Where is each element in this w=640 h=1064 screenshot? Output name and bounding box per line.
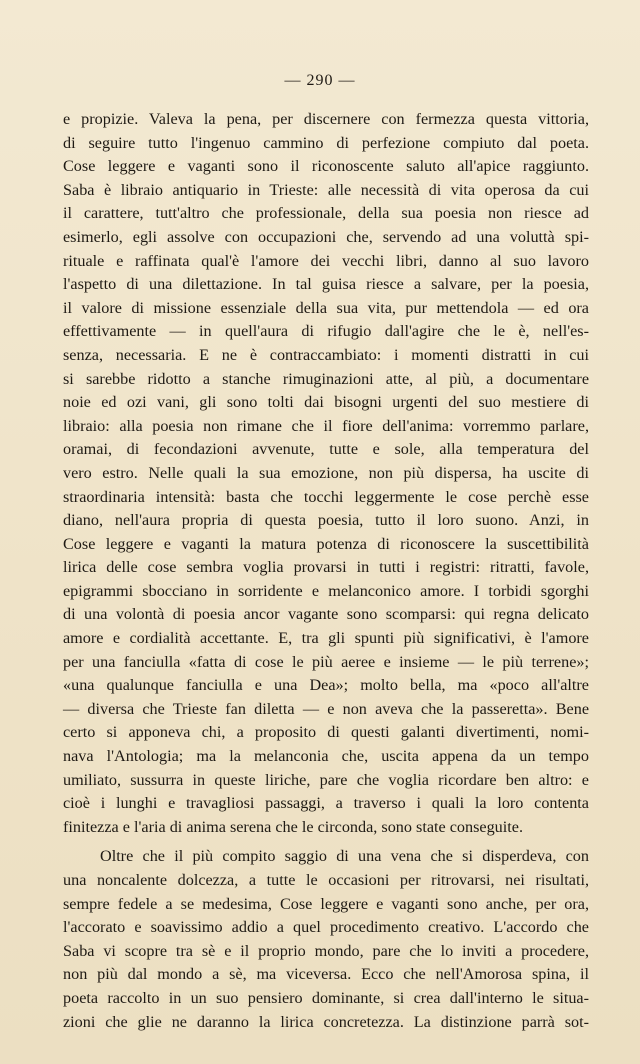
- text-line: diano, nell'aura propria di questa poesia, tutto il loro suono. Anzi, in: [63, 511, 589, 530]
- text-line: epigrammi sbocciano in sorridente e melanconico amore. I torbidi sgorghi: [63, 581, 589, 600]
- text-line: esimerlo, egli assolve con occupazioni che, servendo ad una voluttà spi-: [63, 227, 589, 246]
- text-line: senza, necessaria. E ne è contraccambiato: i momenti distratti in cui: [63, 345, 589, 364]
- text-line: straordinaria intensità: basta che tocchi leggermente le cose perchè esse: [63, 487, 589, 506]
- text-line: rituale e raffinata qual'è l'amore dei vecchi libri, danno al suo lavoro: [63, 251, 589, 270]
- text-line: umiliato, sussurra in queste liriche, pare che voglia ricordare ben altro: e: [63, 770, 589, 789]
- text-line: vero estro. Nelle quali la sua emozione, non più dispersa, ha uscite di: [63, 463, 589, 482]
- page-number: — 290 —: [284, 72, 356, 89]
- text-line: di una volontà di poesia ancor vagante sono scomparsi: qui regna delicato: [63, 605, 589, 624]
- text-line: finitezza e l'aria di anima serena che le circonda, sono state conseguite.: [63, 817, 524, 836]
- text-line: Saba vi scopre tra sè e il proprio mondo, pare che lo inviti a procedere,: [63, 941, 589, 960]
- text-line: certo si apponeva chi, a proposito di questi galanti divertimenti, nomi-: [63, 723, 589, 742]
- text-line: libraio: alla poesia non rimane che il fiore dell'anima: vorremmo parlare,: [63, 416, 589, 435]
- text-line: cioè i lunghi e travagliosi passaggi, a traverso i quali la loro contenta: [63, 794, 589, 813]
- text-line: e propizie. Valeva la pena, per discernere con fermezza questa vittoria,: [63, 110, 589, 128]
- text-line: «una qualunque fanciulla e una Dea»; molto bella, ma «poco all'altre: [63, 676, 589, 695]
- text-line: poeta raccolto in un suo pensiero dominante, si crea dall'interno le situa-: [63, 988, 589, 1007]
- paragraph: [63, 108, 589, 839]
- text-line: noie ed ozi vani, gli sono tolti dai bisogni urgenti del suo mestiere di: [63, 393, 589, 412]
- text-line: Cose leggere e vaganti la matura potenza di riconoscere la suscettibilità: [63, 534, 589, 553]
- text-line: Saba è libraio antiquario in Trieste: alle necessità di vita operosa da cui: [63, 180, 589, 199]
- text-line: si sarebbe ridotto a stanche rimuginazioni atte, al più, a documentare: [63, 369, 589, 388]
- text-line: l'aspetto di una dilettazione. In tal guisa riesce a salvare, per la poesia,: [63, 275, 589, 294]
- text-line: l'accorato e soavissimo addio a quel procedimento creativo. L'accordo che: [63, 918, 589, 937]
- text-line: effettivamente — in quell'aura di rifugio dall'agire che le è, nell'es-: [63, 322, 589, 341]
- text-line: zioni che glie ne daranno la lirica concretezza. La distinzione parrà sot-: [63, 1012, 589, 1031]
- text-line: una noncalente dolcezza, a tutte le occasioni per ritrovarsi, nei risultati,: [63, 871, 589, 889]
- text-line: il carattere, tutt'altro che professionale, della sua poesia non riesce ad: [63, 204, 589, 223]
- text-line: di seguire tutto l'ingenuo cammino di perfezione compiuto dal poeta.: [63, 133, 589, 152]
- text-line: oramai, di fecondazioni avvenute, tutte e sole, alla temperatura del: [63, 440, 589, 459]
- text-line: — diversa che Trieste fan diletta — e non aveva che la passeretta». Bene: [63, 699, 589, 718]
- text-line: Cose leggere e vaganti sono il riconoscente saluto all'apice raggiunto.: [63, 157, 589, 176]
- text-line: lirica delle cose sembra voglia provarsi in tutti i registri: ritratti, favole,: [63, 558, 589, 577]
- text-line: Oltre che il più compito saggio di una vena che si disperdeva, con: [100, 847, 589, 866]
- body-text: [63, 108, 589, 1034]
- text-line: nava l'Antologia; ma la melanconia che, uscita appena da un tempo: [63, 747, 589, 766]
- text-line: non più dal mondo a sè, ma viceversa. Ecco che nell'Amorosa spina, il: [63, 965, 589, 984]
- text-line: il valore di missione essenziale della sua vita, pur mettendola — ed ora: [63, 298, 589, 317]
- text-line: sempre fedele a se medesima, Cose leggere e vaganti sono anche, per ora,: [63, 894, 589, 913]
- paragraph: [63, 845, 589, 1034]
- text-line: amore e cordialità accettante. E, tra gli spunti più significativi, è l'amore: [63, 629, 589, 648]
- text-line: per una fanciulla «fatta di cose le più aeree e insieme — le più terrene»;: [63, 652, 589, 671]
